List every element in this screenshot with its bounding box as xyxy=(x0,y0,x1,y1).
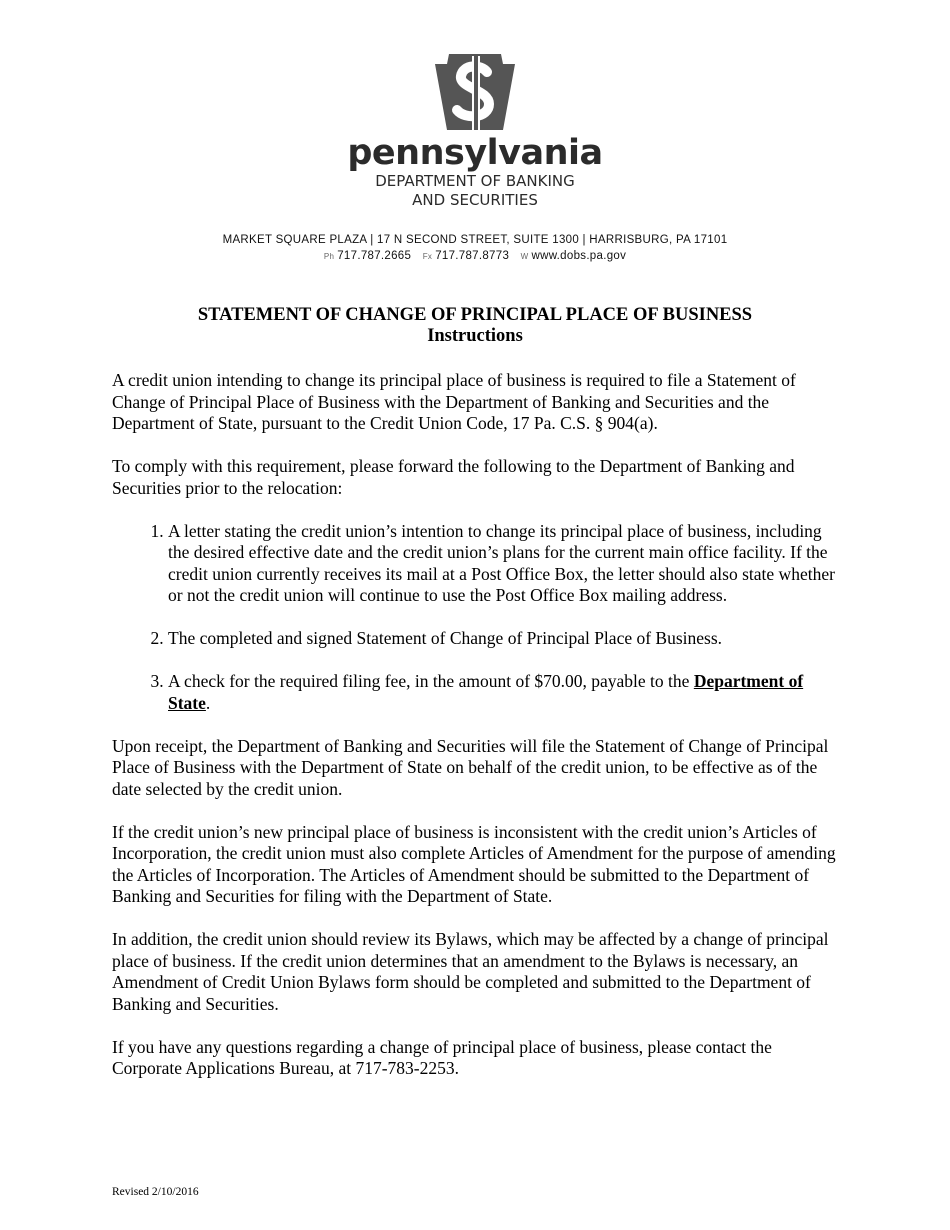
revision-date: Revised 2/10/2016 xyxy=(112,1186,199,1198)
list-item xyxy=(168,671,842,714)
fee-text-end: . xyxy=(205,692,211,713)
comply-paragraph: To comply with this requirement, please forward the following to the Department of Banking and Securities prior to the relocation: xyxy=(112,456,795,498)
contact-paragraph: If you have any questions regarding a change of principal place of business, please contact the Corporate Applications Bureau, at 717-783-2253. xyxy=(112,1036,772,1078)
fee-text: A check for the required filing fee, in the amount of $70.00, payable to the xyxy=(168,671,694,691)
department-name-line2: AND SECURITIES xyxy=(412,191,538,209)
phone-label: Ph xyxy=(323,252,335,261)
document-subtitle: Instructions xyxy=(427,326,523,346)
contact-line xyxy=(0,248,950,265)
bylaws-paragraph: In addition, the credit union should review its Bylaws, which may be affected by a change of principal place of business. If the credit union determines that an amendment to the Bylaws is necessary, an Amendment of Credit Union Bylaws form should be completed and submitted to the Department of Banking and Securities. xyxy=(112,929,829,1014)
logo-wordmark: pennsylvania xyxy=(347,133,603,173)
fax-number: 717.787.8773 xyxy=(435,250,510,262)
payee-emphasis: Department of State xyxy=(168,671,804,713)
web-label: W xyxy=(520,252,529,261)
intro-paragraph: A credit union intending to change its principal place of business is required to file a Statement of Change of Principal Place of Business with the Department of Banking and Securities and the Department of State, pursuant to the Credit Union Code, 17 Pa. C.S. § 904(a). xyxy=(112,370,796,433)
list-item: 2. The completed and signed Statement of Change of Principal Place of Business. xyxy=(168,628,842,650)
street-address: MARKET SQUARE PLAZA | 17 N SECOND STREET, SUITE 1300 | HARRISBURG, PA 17101 xyxy=(222,234,728,246)
receipt-paragraph: Upon receipt, the Department of Banking and Securities will file the Statement of Change of Principal Place of Business with the Department of State on behalf of the credit union, to be effective as of the date selected by the credit union. xyxy=(112,735,829,799)
phone-number: 717.787.2665 xyxy=(337,250,412,262)
requirements-list xyxy=(112,521,842,715)
department-name-line1: DEPARTMENT OF BANKING xyxy=(375,172,575,190)
fax-label: Fx xyxy=(422,252,433,261)
document-title: STATEMENT OF CHANGE OF PRINCIPAL PLACE OF BUSINESS xyxy=(197,305,753,325)
list-item: 1. A letter stating the credit union’s intention to change its principal place of business, including the desired effective date and the credit union’s plans for the current main office facility. If the credit union currently receives its mail at a Post Office Box, the letter should also state whether or not the credit union will continue to use the Post Office Box mailing address. xyxy=(168,521,842,607)
document-title-block xyxy=(0,305,950,347)
document-body xyxy=(112,370,842,1101)
letterhead-address xyxy=(0,232,950,265)
keystone-dollar-icon xyxy=(433,52,517,132)
agency-logo xyxy=(0,52,950,210)
website: www.dobs.pa.gov xyxy=(531,250,627,262)
articles-paragraph: If the credit union’s new principal place of business is inconsistent with the credit union’s Articles of Incorporation, the credit union must also complete Articles of Amendment for the purpose of amending the Articles of Incorporation. The Articles of Amendment should be submitted to the Department of Banking and Securities for filing with the Department of State. xyxy=(112,821,836,906)
